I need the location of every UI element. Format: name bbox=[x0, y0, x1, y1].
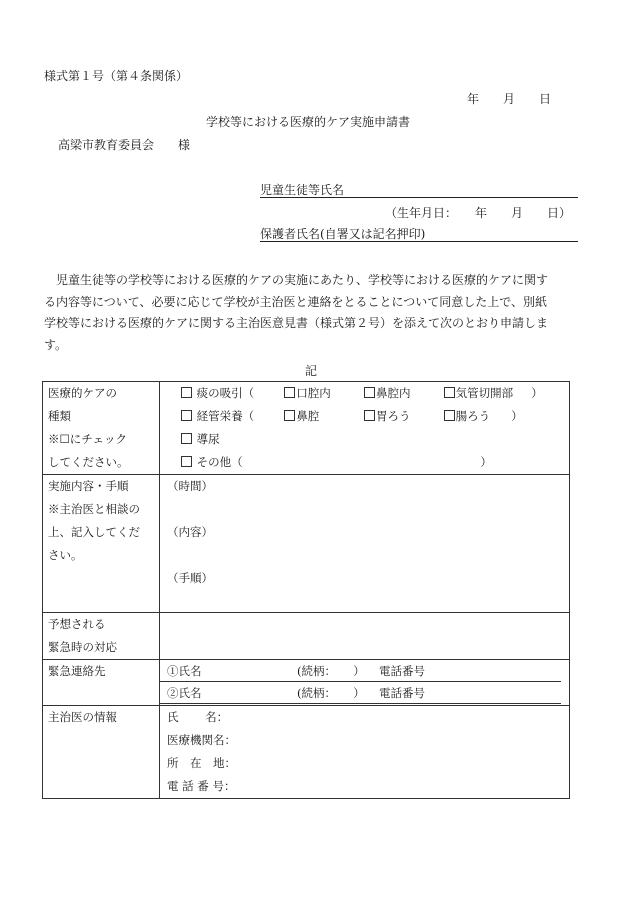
emergency-contact-row bbox=[43, 660, 570, 706]
care-type-label-cell bbox=[43, 382, 160, 475]
birthdate-line[interactable]: （生年月日： 年 月 日） bbox=[385, 206, 572, 220]
tracheostomy-label: 気管切開部 bbox=[455, 386, 514, 400]
content-label: （内容） bbox=[167, 525, 213, 539]
student-name-field[interactable] bbox=[260, 184, 578, 198]
suction-label: 痰の吸引（ bbox=[196, 386, 255, 400]
procedure-label: （手順） bbox=[167, 571, 213, 585]
page-title: 学校等における医療的ケア実施申請書 bbox=[206, 115, 411, 129]
statement-line-1: 児童生徒等の学校等における医療的ケアの実施にあたり、学校等における医療的ケアに関す bbox=[56, 273, 549, 287]
content-row bbox=[43, 475, 570, 613]
care-option-row-catheter bbox=[160, 428, 569, 451]
nasal-checkbox[interactable] bbox=[364, 387, 375, 398]
statement-line-4: す。 bbox=[44, 337, 68, 352]
enterostomy-checkbox[interactable] bbox=[444, 410, 455, 421]
suction-checkbox[interactable] bbox=[181, 387, 192, 398]
student-name-label: 児童生徒等氏名 bbox=[260, 183, 345, 197]
time-label: （時間） bbox=[167, 479, 213, 493]
statement-line-2: る内容等について、必要に応じて学校が主治医と連絡をとることについて同意した上で、別紙 bbox=[44, 294, 548, 309]
contact-1-relation: (続柄： ） bbox=[297, 664, 365, 678]
application-statement bbox=[44, 270, 584, 356]
catheter-checkbox[interactable] bbox=[181, 433, 192, 444]
emergency-response-label-1: 予想される bbox=[48, 617, 106, 631]
contact-1-phone: 電話番号 bbox=[379, 664, 425, 678]
contact-2-relation: (続柄： ） bbox=[297, 686, 365, 700]
emergency-contact-fields bbox=[160, 660, 570, 706]
other-close: ） bbox=[480, 455, 492, 469]
guardian-name-field[interactable] bbox=[260, 228, 578, 242]
content-label-cell bbox=[43, 475, 160, 613]
content-label-1: 実施内容・手順 bbox=[48, 479, 129, 493]
content-label-2: ※主治医と相談の bbox=[48, 502, 140, 516]
nasal-tube-label: 鼻腔 bbox=[296, 409, 320, 423]
care-type-options-cell bbox=[160, 382, 570, 475]
contact-1-name: ①氏名 bbox=[167, 664, 202, 678]
other-checkbox[interactable] bbox=[181, 456, 192, 467]
oral-label: 口腔内 bbox=[296, 386, 331, 400]
contact-2-phone: 電話番号 bbox=[379, 686, 425, 700]
other-label: その他（ bbox=[196, 455, 243, 469]
content-label-4: さい。 bbox=[48, 548, 83, 562]
doctor-label: 主治医の情報 bbox=[48, 710, 117, 724]
doctor-institution-field[interactable]: 医療機関名： bbox=[167, 733, 236, 747]
enterostomy-label: 腸ろう bbox=[455, 409, 491, 423]
care-type-label-3: ※☐にチェック bbox=[48, 432, 127, 446]
emergency-response-label-2: 緊急時の対応 bbox=[48, 640, 117, 654]
emergency-contact-label-cell bbox=[43, 660, 160, 706]
tube-feeding-label: 経管栄養（ bbox=[196, 409, 255, 423]
contact-2-name: ②氏名 bbox=[167, 686, 202, 700]
doctor-fields bbox=[160, 706, 570, 799]
doctor-label-cell bbox=[43, 706, 160, 799]
care-option-row-suction bbox=[160, 382, 569, 405]
care-type-label-4: してください。 bbox=[48, 455, 129, 469]
guardian-name-label: 保護者氏名(自署又は記名押印) bbox=[260, 227, 426, 241]
nasal-label: 鼻腔内 bbox=[375, 386, 411, 400]
contact-2-field[interactable] bbox=[160, 682, 561, 704]
suction-close: ） bbox=[531, 386, 543, 400]
tube-feeding-close: ） bbox=[511, 409, 523, 423]
nasal-tube-checkbox[interactable] bbox=[284, 410, 295, 421]
gastrostomy-checkbox[interactable] bbox=[364, 410, 375, 421]
care-type-label-1: 医療的ケアの bbox=[48, 386, 117, 400]
addressee: 高梁市教育委員会 様 bbox=[58, 138, 191, 152]
doctor-address-field[interactable]: 所 在 地： bbox=[167, 756, 236, 770]
doctor-name-field[interactable]: 氏 名： bbox=[167, 710, 229, 724]
oral-checkbox[interactable] bbox=[284, 387, 295, 398]
content-field-cell[interactable] bbox=[160, 475, 570, 613]
emergency-response-field[interactable] bbox=[160, 613, 570, 660]
content-label-3: 上、記入してくだ bbox=[48, 525, 140, 539]
care-option-row-other bbox=[160, 451, 569, 474]
statement-line-3: 学校等における医療的ケアに関する主治医意見書（様式第２号）を添えて次のとおり申請しま bbox=[44, 316, 549, 330]
gastrostomy-label: 胃ろう bbox=[375, 409, 411, 423]
form-number: 様式第１号（第４条関係） bbox=[44, 69, 189, 83]
date-line[interactable]: 年 月 日 bbox=[467, 92, 552, 106]
care-type-label-2: 種類 bbox=[48, 409, 71, 423]
catheter-label: 導尿 bbox=[196, 432, 220, 446]
emergency-response-row bbox=[43, 613, 570, 660]
contact-1-field[interactable] bbox=[160, 660, 561, 682]
application-table bbox=[42, 381, 570, 799]
care-type-row bbox=[43, 382, 570, 475]
doctor-phone-field[interactable]: 電 話 番 号： bbox=[167, 779, 236, 793]
emergency-response-label-cell bbox=[43, 613, 160, 660]
tube-feeding-checkbox[interactable] bbox=[181, 410, 192, 421]
doctor-row bbox=[43, 706, 570, 799]
tracheostomy-checkbox[interactable] bbox=[444, 387, 455, 398]
care-option-row-tube bbox=[160, 405, 569, 428]
ki-heading: 記 bbox=[305, 364, 318, 378]
emergency-contact-label: 緊急連絡先 bbox=[48, 664, 106, 678]
